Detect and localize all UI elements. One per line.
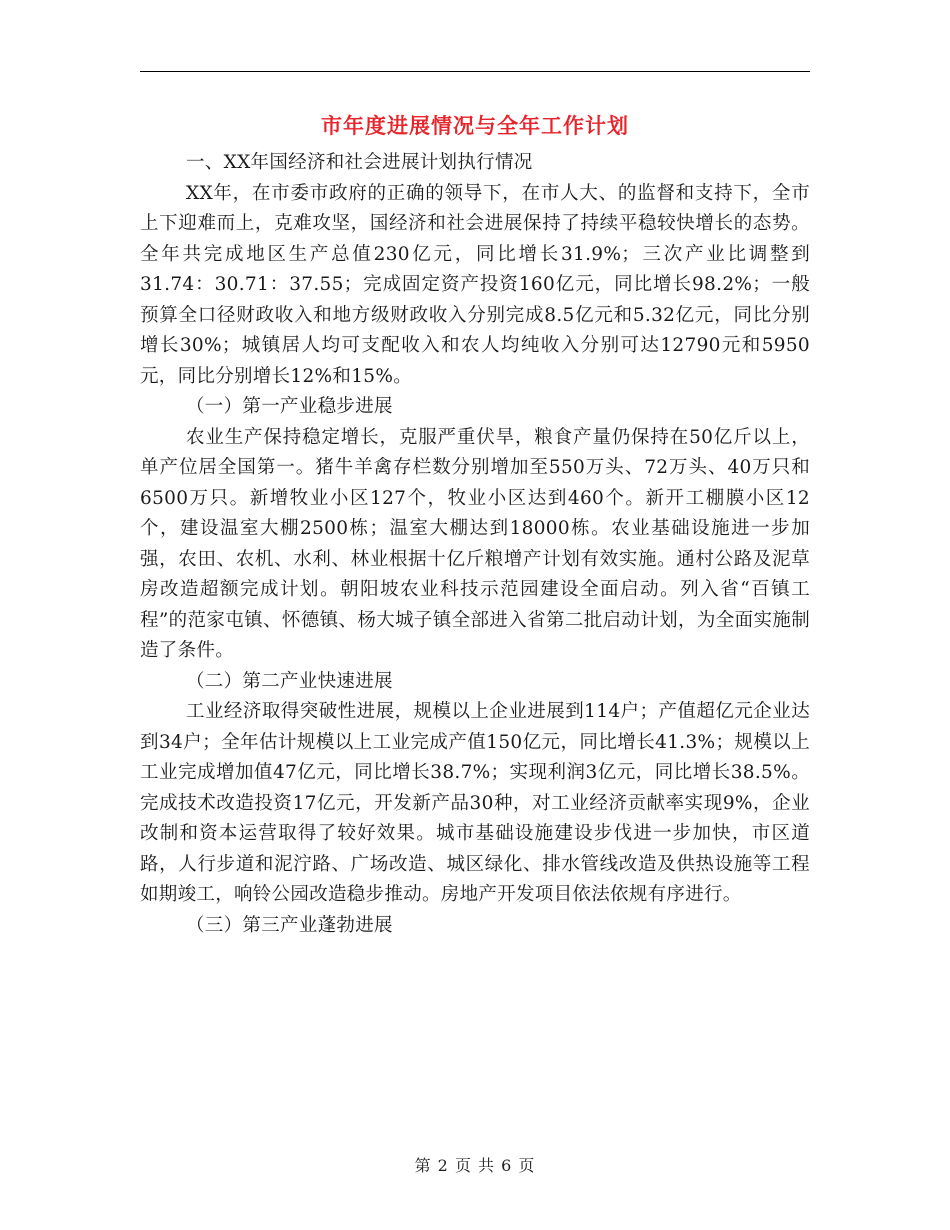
intro-paragraph: XX年，在市委市政府的正确的领导下，在市人大、的监督和支持下，全市上下迎难而上，克难攻坚，国经济和社会进展保持了持续平稳较快增长的态势。全年共完成地区生产总值230亿元，同比增长31.9%；三次产业比调整到31.74：30.71：37.55；完成固定资产投资160亿元，同比增长98.2%；一般预算全口径财政收入和地方级财政收入分别完成8.5亿元和5.32亿元，同比分别增长30%；城镇居人均可支配收入和农人均纯收入分别可达12790元和5950元，同比分别增长12%和15%。 (140, 182, 810, 387)
page-number-footer: 第 2 页 共 6 页 (414, 1156, 536, 1175)
document-body (140, 148, 810, 941)
section-heading: 一、XX年国经济和社会进展计划执行情况 (186, 152, 533, 173)
subsection-heading-3: （三）第三产业蓬勃进展 (186, 914, 393, 936)
header-rule (140, 71, 810, 72)
subsection-heading-1: （一）第一产业稳步进展 (186, 396, 393, 417)
subsection-paragraph-1: 农业生产保持稳定增长，克服严重伏旱，粮食产量仍保持在50亿斤以上，单产位居全国第一。猪牛羊禽存栏数分别增加至550万头、72万头、40万只和6500万只。新增牧业小区127个，牧业小区达到460个。新开工棚膜小区12个，建设温室大棚2500栋；温室大棚达到18000栋。农业基础设施进一步加强，农田、农机、水利、林业根据十亿斤粮增产计划有效实施。通村公路及泥草房改造超额完成计划。朝阳坡农业科技示范园建设全面启动。列入省“百镇工程”的范家屯镇、怀德镇、杨大城子镇全部进入省第二批启动计划，为全面实施制造了条件。 (140, 426, 810, 661)
subsection-heading-2: （二）第二产业快速进展 (186, 670, 393, 692)
subsection-paragraph-2: 工业经济取得突破性进展，规模以上企业进展到114户；产值超亿元企业达到34户；全年估计规模以上工业完成产值150亿元，同比增长41.3%；规模以上工业完成增加值47亿元，同比增长38.7%；实现利润3亿元，同比增长38.5%。完成技术改造投资17亿元，开发新产品30种，对工业经济贡献率实现9%，企业改制和资本运营取得了较好效果。城市基础设施建设步伐进一步加快，市区道路，人行步道和泥泞路、广场改造、城区绿化、排水管线改造及供热设施等工程如期竣工，响铃公园改造稳步推动。房地产开发项目依法依规有序进行。 (140, 701, 810, 905)
document-title: 市年度进展情况与全年工作计划 (321, 114, 629, 138)
